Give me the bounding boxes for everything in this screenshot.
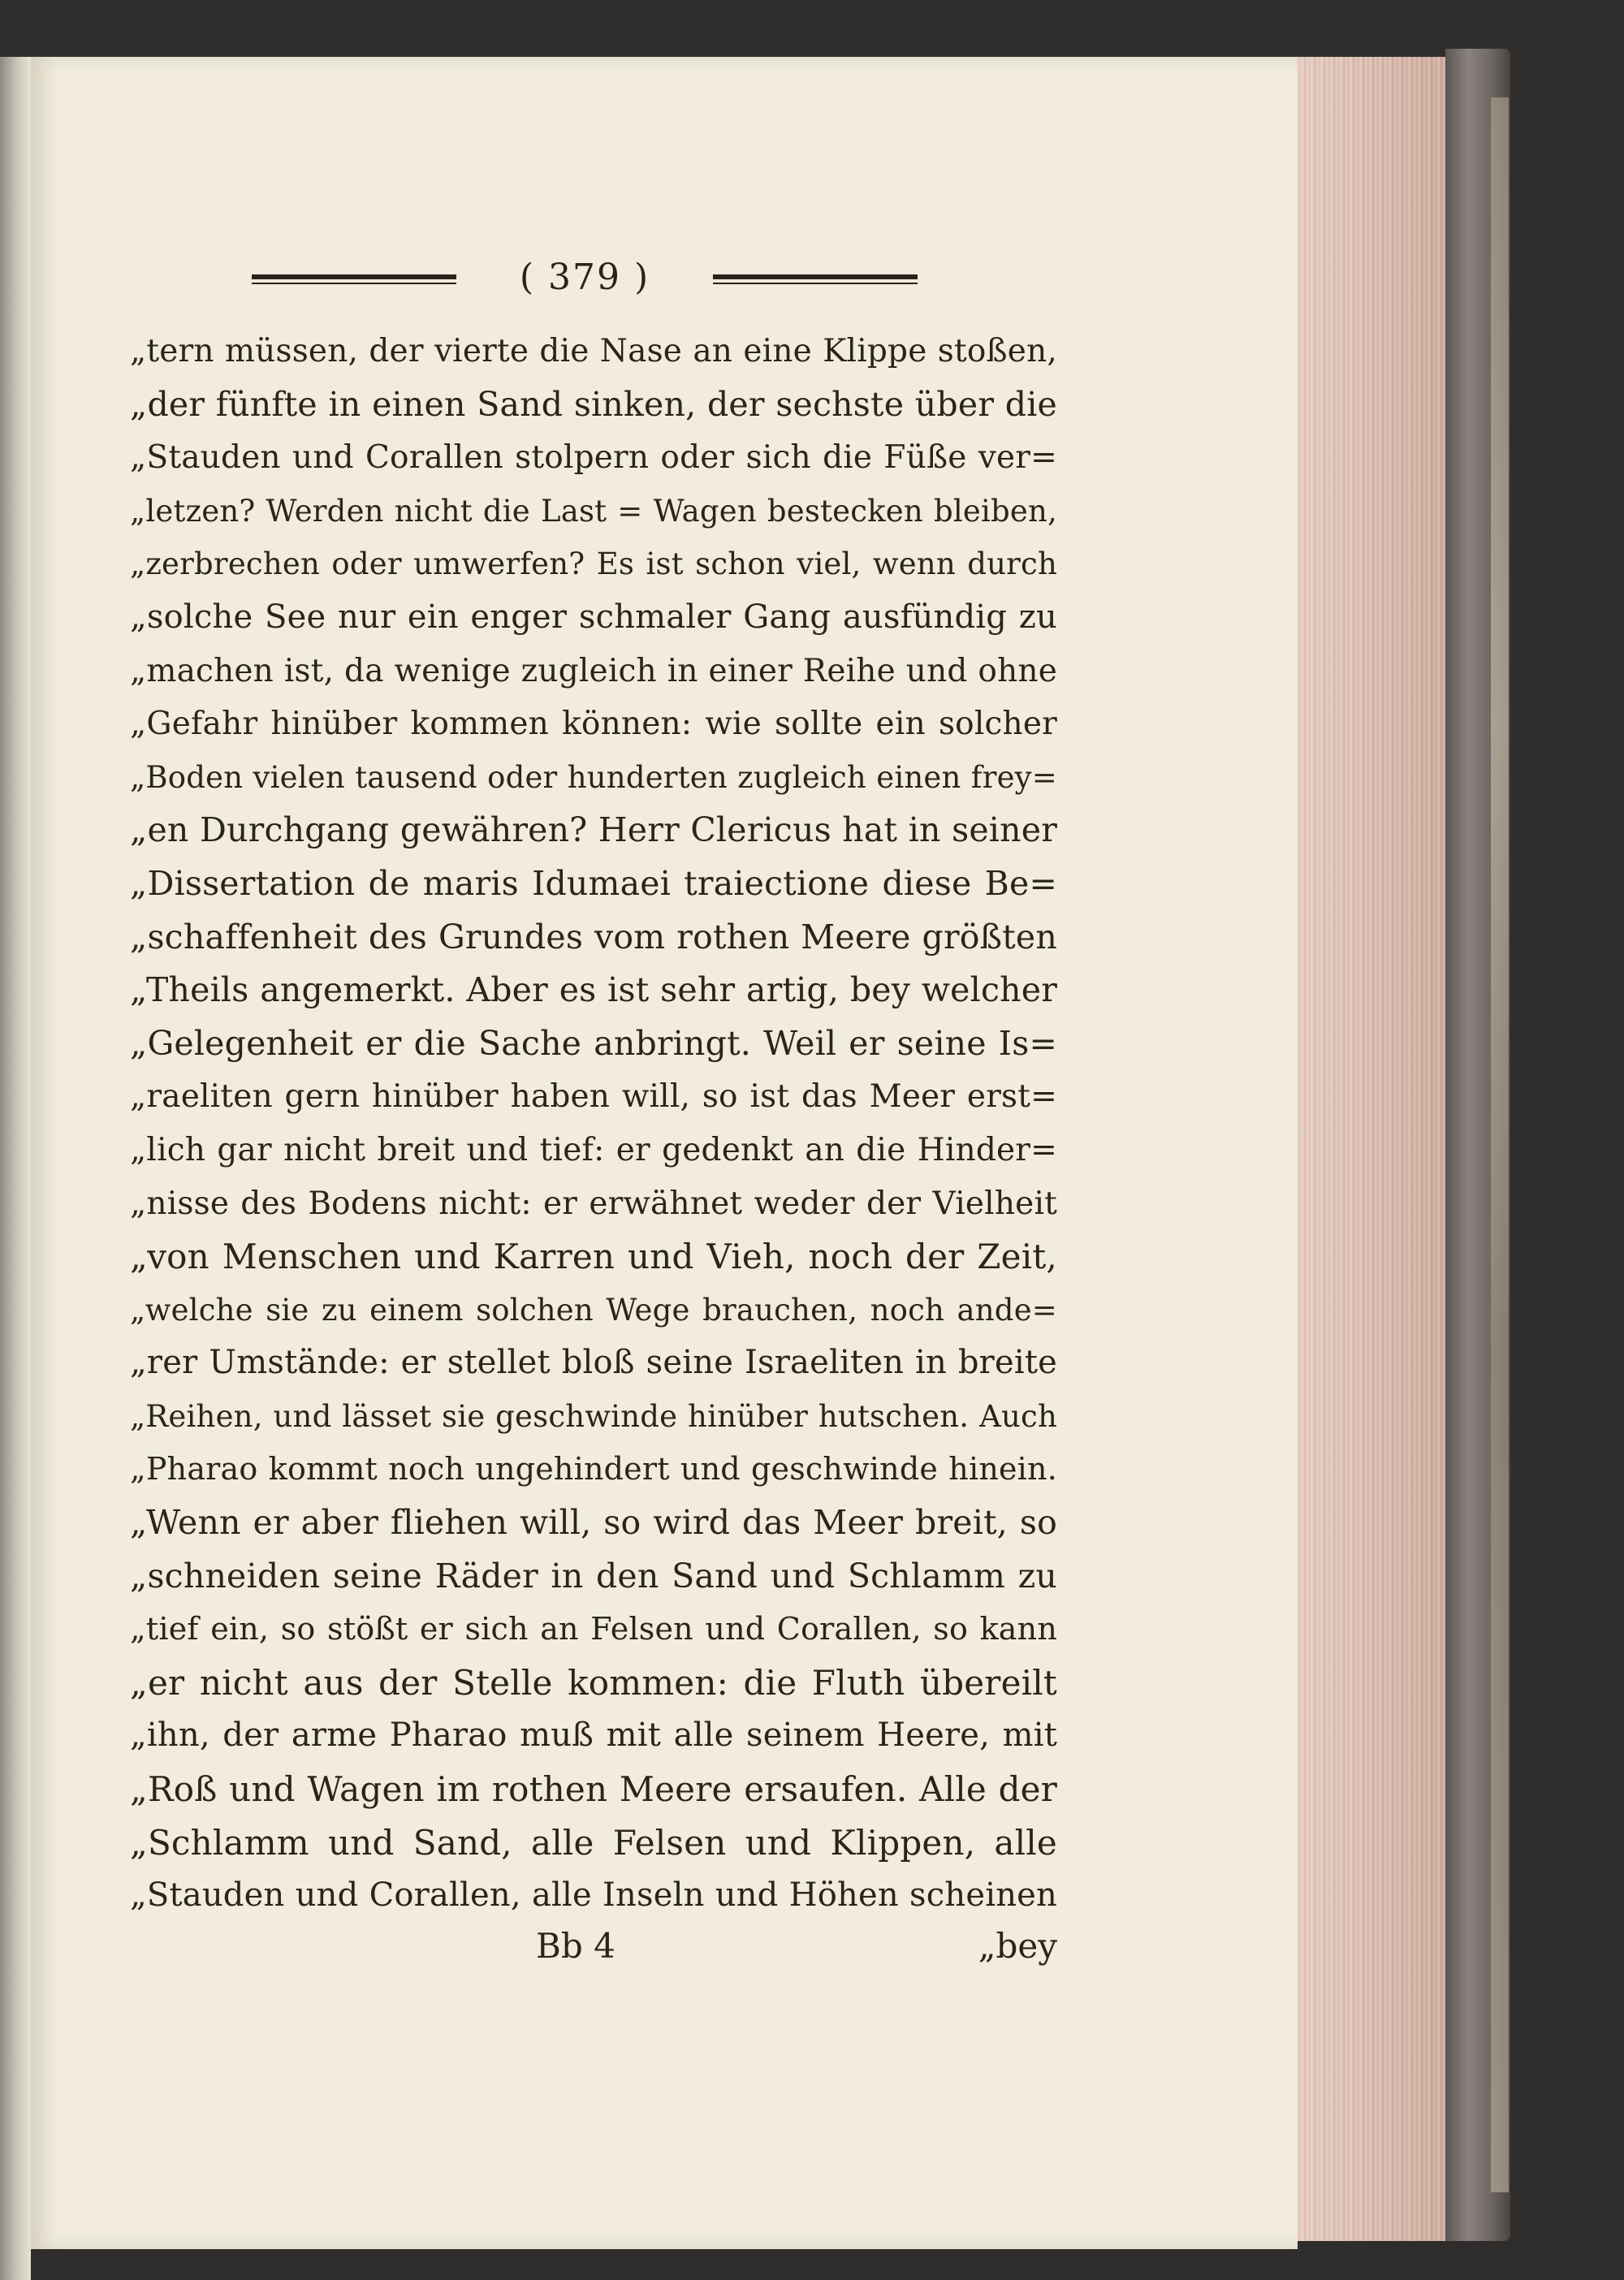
text-line: „schaffenheit des Grundes vom rothen Meere größten [130,917,1057,956]
text-line: „en Durchgang gewähren? Herr Clericus hat in seiner [130,810,1057,850]
text-line: „tern müssen, der vierte die Nase an eine Klippe stoßen, [130,333,1057,369]
header-rule-right [713,274,918,289]
catchword: „bey [978,1926,1057,1966]
facing-page-edge [0,57,31,2280]
header-rule-left [252,274,456,289]
page-number: ( 379 ) [519,257,650,298]
cover-edge-wear [1491,97,1509,2192]
text-line: „zerbrechen oder umwerfen? Es ist schon viel, wenn durch [130,546,1057,582]
text-line: „Roß und Wagen im rothen Meere ersaufen. Alle der [130,1769,1057,1810]
page-header [252,257,918,305]
text-line: „der fünfte in einen Sand sinken, der sechste über die [130,384,1057,424]
text-line: „Boden vielen tausend oder hunderten zugleich einen frey= [130,759,1057,795]
page-block-shading [1298,57,1445,2241]
text-line: „raeliten gern hinüber haben will, so ist das Meer erst= [130,1078,1057,1116]
text-line: „Gelegenheit er die Sache anbringt. Weil er seine Is= [130,1023,1057,1063]
text-line: „tief ein, so stößt er sich an Felsen und Corallen, so kann [130,1611,1057,1647]
text-line: „von Menschen und Karren und Vieh, noch der Zeit, [130,1237,1057,1277]
text-line: „welche sie zu einem solchen Wege brauchen, noch ande= [130,1292,1057,1328]
body-text [130,325,1057,1923]
text-line: „letzen? Werden nicht die Last = Wagen bestecken bleiben, [130,493,1057,529]
signature-mark: Bb 4 [536,1926,615,1966]
text-line: „Pharao kommt noch ungehindert und geschwinde hinein. [130,1451,1057,1488]
text-line: „Stauden und Corallen stolpern oder sich die Füße ver= [130,439,1057,477]
text-line: „schneiden seine Räder in den Sand und Schlamm zu [130,1556,1057,1596]
text-line: „machen ist, da wenige zugleich in einer Reihe und ohne [130,652,1057,689]
text-line: „nisse des Bodens nicht: er erwähnet weder der Vielheit [130,1185,1057,1222]
text-line: „Gefahr hinüber kommen können: wie sollte ein solcher [130,706,1057,743]
page-footer [130,1926,1057,1983]
text-line: „lich gar nicht breit und tief: er gedenkt an die Hinder= [130,1131,1057,1168]
text-line: „Wenn er aber fliehen will, so wird das Meer breit, so [130,1503,1057,1543]
text-line: „Stauden und Corallen, alle Inseln und Höhen scheinen [130,1876,1057,1915]
text-line: „Schlamm und Sand, alle Felsen und Klippen, alle [130,1822,1057,1863]
text-line: „ihn, der arme Pharao muß mit alle seinem Heere, mit [130,1716,1057,1755]
text-line: „Dissertation de maris Idumaei traiectione diese Be= [130,863,1057,903]
text-line: „rer Umstände: er stellet bloß seine Israeliten in breite [130,1344,1057,1382]
text-line: „er nicht aus der Stelle kommen: die Fluth übereilt [130,1662,1057,1703]
text-line: „solche See nur ein enger schmaler Gang ausfündig zu [130,598,1057,636]
text-line: „Theils angemerkt. Aber es ist sehr artig, bey welcher [130,970,1057,1010]
text-line: „Reihen, und lässet sie geschwinde hinüber hutschen. Auch [130,1398,1057,1434]
